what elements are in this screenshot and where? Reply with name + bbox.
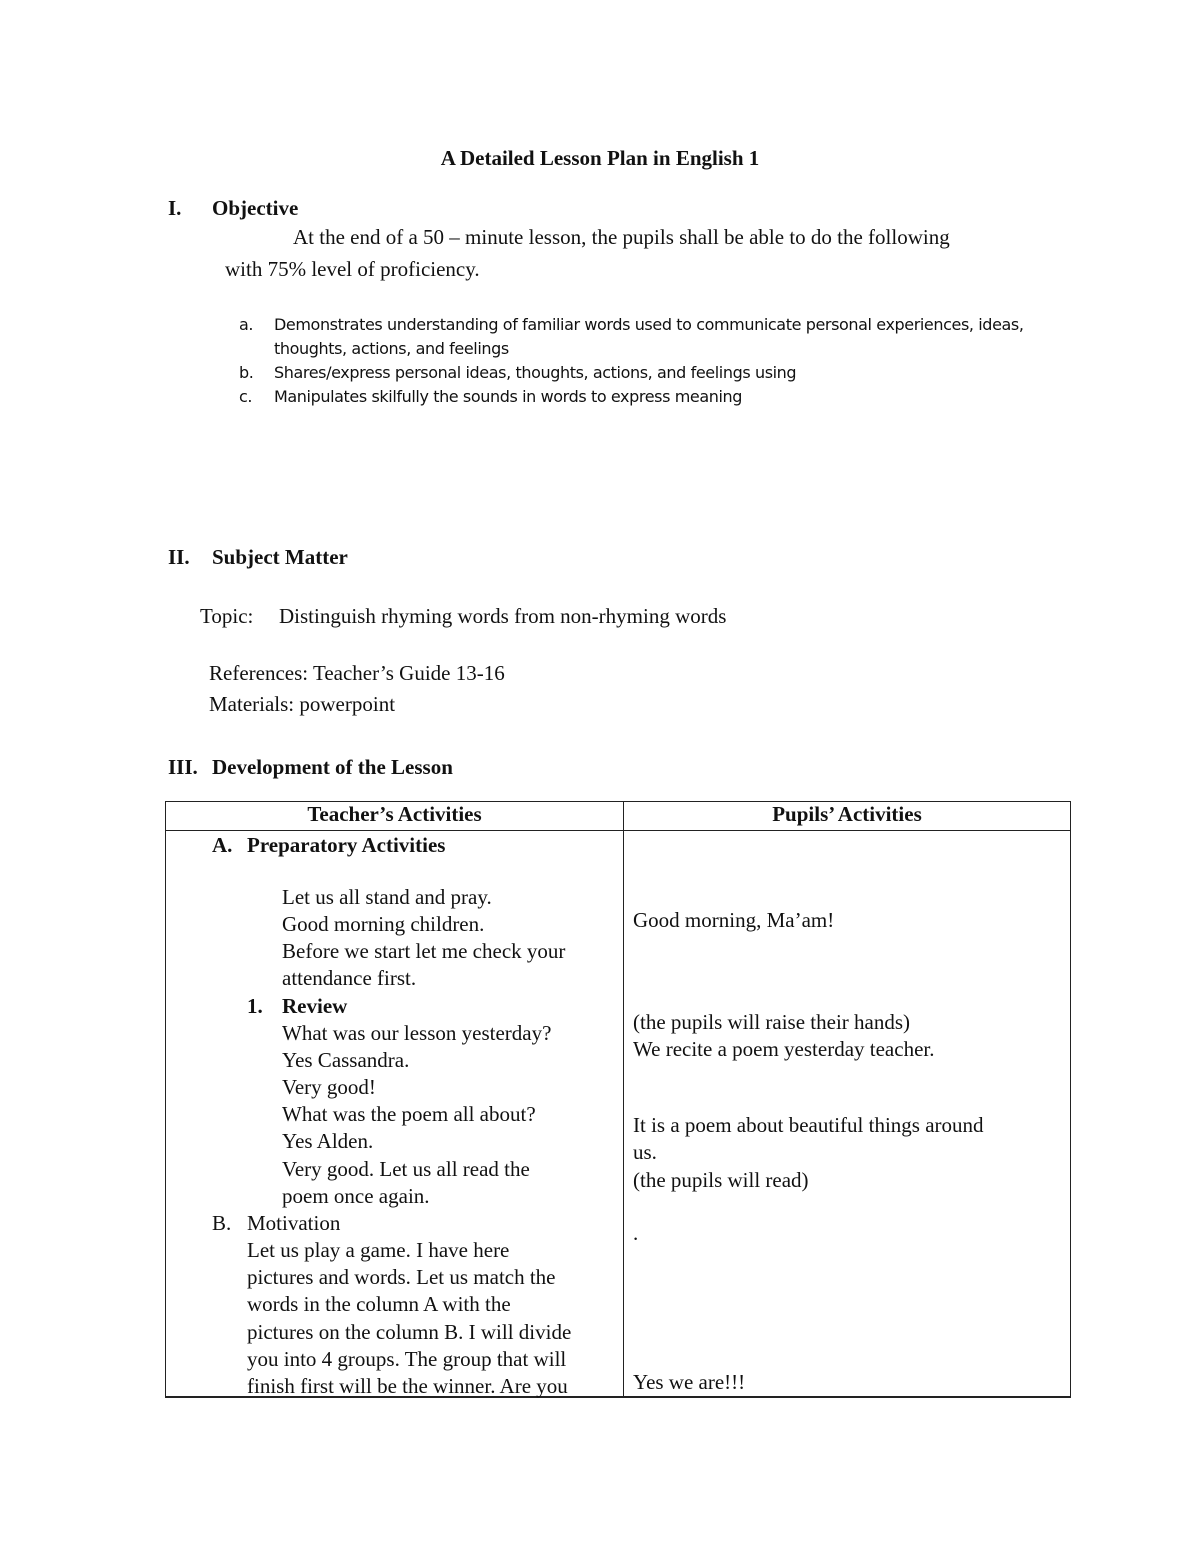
objective-item-text: Demonstrates understanding of familiar words used to communicate personal experiences, ideas, (274, 315, 1024, 334)
teacher-line: attendance first. (282, 966, 417, 990)
motivation-marker: B. (212, 1211, 232, 1235)
teacher-line: Very good. Let us all read the (282, 1157, 530, 1181)
objective-intro-line1: At the end of a 50 – minute lesson, the pupils shall be able to do the following (293, 225, 950, 249)
document-title: A Detailed Lesson Plan in English 1 (440, 146, 760, 170)
objective-item-marker: a. (239, 315, 254, 334)
pupil-line: It is a poem about beautiful things around (633, 1113, 984, 1137)
objective-item-text-continued: thoughts, actions, and feelings (274, 339, 509, 358)
teacher-line: finish first will be the winner. Are you (247, 1374, 568, 1398)
teacher-line: poem once again. (282, 1184, 430, 1208)
review-heading: Review (282, 994, 348, 1018)
review-marker: 1. (247, 994, 263, 1018)
section-numeral-development: III. (168, 755, 198, 779)
topic-label: Topic: (200, 604, 254, 628)
teacher-line: Yes Cassandra. (282, 1048, 410, 1072)
preparatory-heading: Preparatory Activities (247, 833, 446, 857)
teacher-line: Yes Alden. (282, 1129, 374, 1153)
preparatory-marker: A. (212, 833, 233, 857)
teacher-activities-cell (166, 831, 624, 1398)
teacher-line: pictures and words. Let us match the (247, 1265, 556, 1289)
pupil-line: Yes we are!!! (633, 1370, 746, 1394)
teacher-line: What was our lesson yesterday? (282, 1021, 552, 1045)
teacher-line: you into 4 groups. The group that will (247, 1347, 567, 1371)
pupil-line: We recite a poem yesterday teacher. (633, 1037, 935, 1061)
pupil-line: (the pupils will raise their hands) (633, 1010, 911, 1034)
pupil-line: . (633, 1221, 639, 1245)
teacher-line: pictures on the column B. I will divide (247, 1320, 572, 1344)
pupil-line: us. (633, 1140, 657, 1164)
objective-item-text: Manipulates skilfully the sounds in words to express meaning (274, 387, 743, 406)
pupils-activities-header: Pupils’ Activities (624, 802, 1071, 831)
motivation-heading: Motivation (247, 1211, 341, 1235)
references-line: References: Teacher’s Guide 13-16 (209, 661, 505, 685)
section-heading-development: Development of the Lesson (212, 755, 453, 779)
section-heading-subject-matter: Subject Matter (212, 545, 348, 569)
section-numeral-subject-matter: II. (168, 545, 190, 569)
objective-intro-line2: with 75% level of proficiency. (225, 257, 480, 281)
objective-item-marker: b. (239, 363, 254, 382)
teacher-line: words in the column A with the (247, 1292, 511, 1316)
section-heading-objective: Objective (212, 196, 299, 220)
lesson-activities-table (165, 801, 1071, 1398)
objective-item-marker: c. (239, 387, 253, 406)
topic-value: Distinguish rhyming words from non-rhyming words (279, 604, 727, 628)
teacher-activities-header: Teacher’s Activities (166, 802, 624, 831)
section-numeral-objective: I. (168, 196, 182, 220)
materials-line: Materials: powerpoint (209, 692, 396, 716)
teacher-line: Let us play a game. I have here (247, 1238, 510, 1262)
teacher-line: Before we start let me check your (282, 939, 566, 963)
pupil-line: (the pupils will read) (633, 1168, 809, 1192)
pupils-activities-cell (624, 831, 1071, 1398)
teacher-line: What was the poem all about? (282, 1102, 536, 1126)
teacher-line: Let us all stand and pray. (282, 885, 492, 909)
teacher-line: Good morning children. (282, 912, 485, 936)
teacher-line: Very good! (282, 1075, 376, 1099)
objective-item-text: Shares/express personal ideas, thoughts, actions, and feelings using (274, 363, 797, 382)
pupil-line: Good morning, Ma’am! (633, 908, 835, 932)
